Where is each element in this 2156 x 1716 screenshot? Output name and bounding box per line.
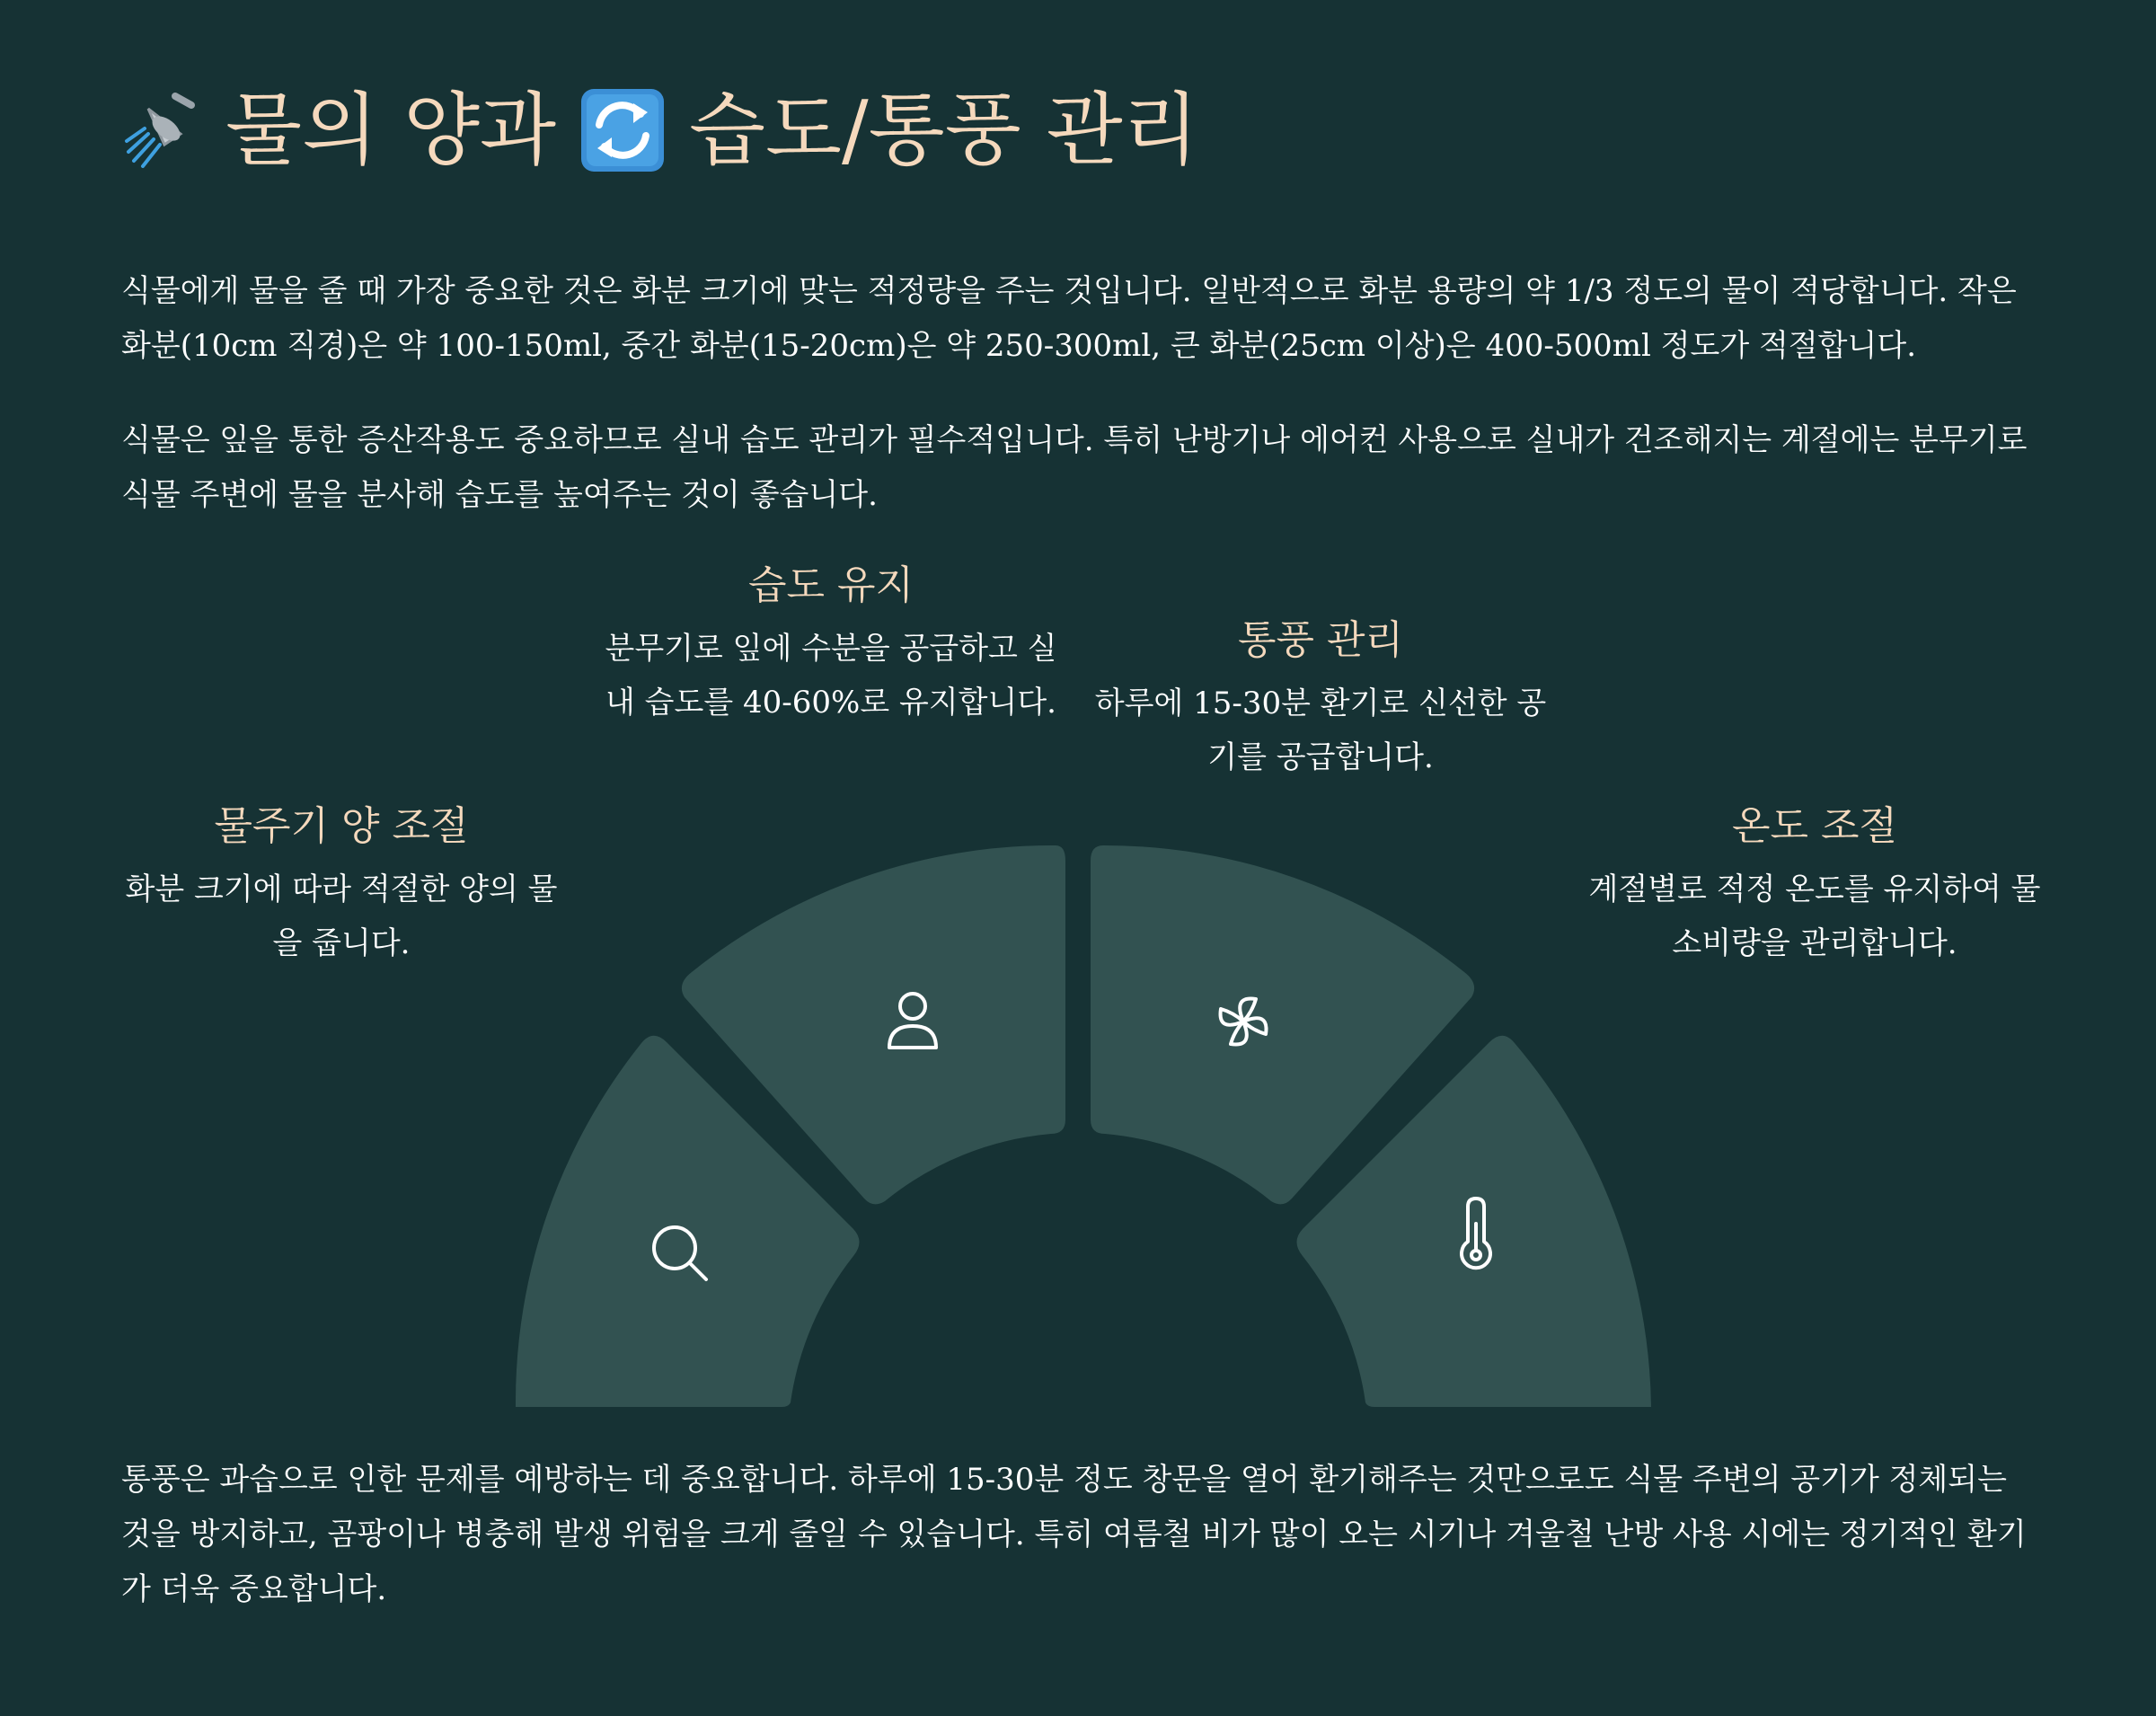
outro-paragraph: 통풍은 과습으로 인한 문제를 예방하는 데 중요합니다. 하루에 15-30분 정도 창문을 열어 환기해주는 것만으로도 식물 주변의 공기가 정체되는 것을 방지하고, 곰팡이나 병충해 발생 위험을 크게 줄일 수 있습니다. 특히 여름철 비가 많이 오는 시기나 겨울철 난방 사용 시에는 정기적인 환기가 더욱 중요합니다.: [121, 1462, 2027, 1607]
step-description: 분무기로 잎에 수분을 공급하고 실내 습도를 40-60%로 유지합니다.: [605, 631, 1057, 721]
step-description: 화분 크기에 따라 적절한 양의 물을 줍니다.: [125, 871, 558, 961]
title-prefix: 물의 양과: [225, 84, 557, 176]
intro-paragraph-2: 식물은 잎을 통한 증산작용도 중요하므로 실내 습도 관리가 필수적입니다. 특히 난방기나 에어컨 사용으로 실내가 건조해지는 계절에는 분무기로 식물 주변에 물을 분사해 습도를 높여주는 것이 좋습니다.: [121, 422, 2028, 513]
step-description: 계절별로 적정 온도를 유지하여 물 소비량을 관리합니다.: [1588, 871, 2041, 961]
step-title: 통풍 관리: [1237, 617, 1403, 663]
step-title: 습도 유지: [747, 562, 914, 608]
step-title: 온도 조절: [1731, 803, 1897, 849]
step-description: 하루에 15-30분 환기로 신선한 공기를 공급합니다.: [1094, 686, 1547, 775]
step-title: 물주기 양 조절: [214, 803, 469, 849]
title-suffix: 습도/통풍 관리: [689, 84, 1199, 176]
intro-paragraph-1: 식물에게 물을 줄 때 가장 중요한 것은 화분 크기에 맞는 적정량을 주는 것입니다. 일반적으로 화분 용량의 약 1/3 정도의 물이 적당합니다. 작은 화분(10cm 직경)은 약 100-150ml, 중간 화분(15-20cm)은 약 250-300ml, 큰 화분(25cm 이상)은 400-500ml 정도가 적절합니다.: [121, 273, 2017, 364]
